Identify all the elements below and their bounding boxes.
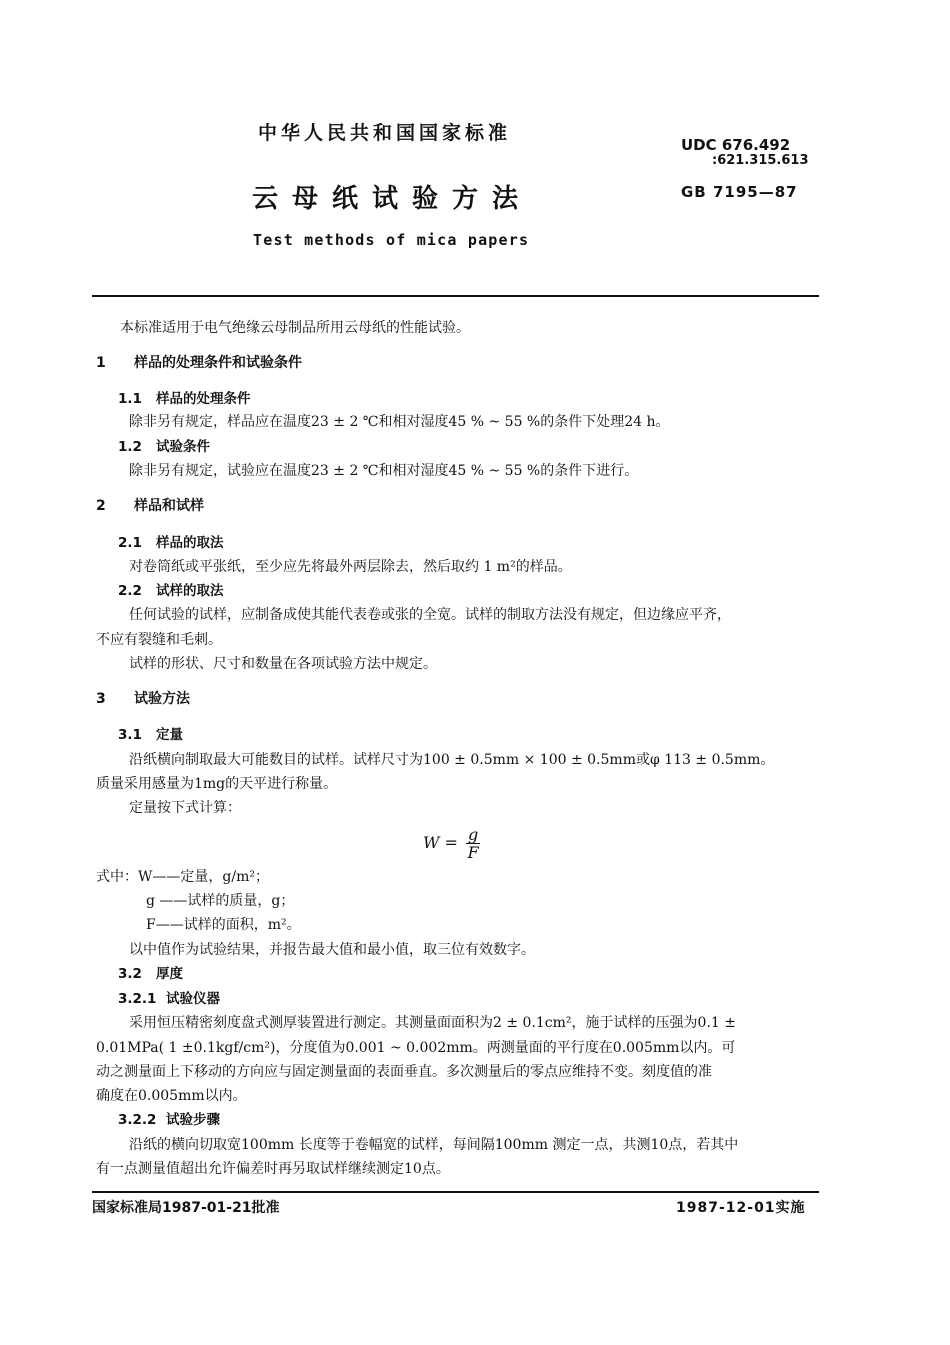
gb-code: GB 7195—87 bbox=[681, 183, 798, 201]
section-3-1-heading bbox=[118, 725, 183, 745]
document-title-cn: 云母纸试验方法 bbox=[252, 184, 533, 214]
section-number: 1.1 bbox=[118, 391, 142, 407]
section-3-1-text-line3: 定量按下式计算： bbox=[129, 800, 241, 816]
section-2-2-text-line3: 试样的形状、尺寸和数量在各项试验方法中规定。 bbox=[129, 656, 437, 672]
section-title: 试验条件 bbox=[156, 439, 210, 455]
section-1-heading bbox=[96, 353, 302, 373]
section-3-2-heading bbox=[118, 964, 183, 984]
footer-divider bbox=[92, 1191, 819, 1193]
section-3-2-1-text-line3: 动之测量面上下移动的方向应与固定测量面的表面垂直。多次测量后的零点应维持不变。刻度值的准 bbox=[96, 1064, 712, 1080]
section-3-1-text-line1: 沿纸横向制取最大可能数目的试样。试样尺寸为100 ± 0.5mm × 100 ± 0.5mm或φ 113 ± 0.5mm。 bbox=[129, 752, 775, 768]
standard-organization: 中华人民共和国国家标准 bbox=[258, 122, 512, 144]
section-3-2-1-text-line1: 采用恒压精密刻度盘式测厚装置进行测定。其测量面面积为2 ± 0.1cm²，施于试样的压强为0.1 ± bbox=[129, 1015, 736, 1031]
section-title: 厚度 bbox=[156, 966, 183, 982]
section-number: 3 bbox=[96, 691, 106, 707]
section-1-1-heading bbox=[118, 389, 251, 409]
section-title: 样品的取法 bbox=[156, 535, 224, 551]
header-divider bbox=[92, 295, 819, 297]
section-title: 样品和试样 bbox=[134, 498, 204, 514]
section-2-2-text-line2: 不应有裂缝和毛刺。 bbox=[96, 632, 222, 648]
section-2-2-text-line1: 任何试验的试样，应制备成使其能代表卷或张的全宽。试样的制取方法没有规定，但边缘应平齐， bbox=[129, 607, 731, 623]
section-number: 3.2.2 bbox=[118, 1112, 157, 1128]
section-number: 2.2 bbox=[118, 583, 142, 599]
section-3-1-result: 以中值作为试验结果，并报告最大值和最小值，取三位有效数字。 bbox=[129, 942, 535, 958]
section-number: 1.2 bbox=[118, 439, 142, 455]
udc-code: UDC 676.492 bbox=[681, 136, 791, 154]
section-title: 样品的处理条件和试验条件 bbox=[134, 355, 302, 371]
section-3-2-1-text-line4: 确度在0.005mm以内。 bbox=[96, 1088, 247, 1104]
formula-denominator: F bbox=[467, 843, 479, 862]
intro-paragraph: 本标准适用于电气绝缘云母制品所用云母纸的性能试验。 bbox=[120, 320, 470, 336]
section-number: 2 bbox=[96, 498, 106, 514]
effective-date: 1987-12-01实施 bbox=[676, 1200, 806, 1216]
section-3-2-2-text-line2: 有一点测量值超出允许偏差时再另取试样继续测定10点。 bbox=[96, 1161, 450, 1177]
section-2-1-text: 对卷筒纸或平张纸，至少应先将最外两层除去，然后取约 1 m²的样品。 bbox=[129, 559, 572, 575]
section-title: 定量 bbox=[156, 727, 183, 743]
udc-subcode: :621.315.613 bbox=[712, 153, 809, 168]
formula-where-g: g ——试样的质量，g； bbox=[146, 893, 295, 909]
section-number: 2.1 bbox=[118, 535, 142, 551]
section-title: 样品的处理条件 bbox=[156, 391, 251, 407]
section-3-2-2-text-line1: 沿纸的横向切取宽100mm 长度等于卷幅宽的试样，每间隔100mm 测定一点，共测10点，若其中 bbox=[129, 1137, 739, 1153]
formula-numerator: g bbox=[468, 825, 479, 844]
section-3-heading bbox=[96, 689, 190, 709]
section-3-2-2-heading bbox=[118, 1110, 220, 1130]
section-3-2-1-heading bbox=[118, 989, 220, 1009]
section-title: 试验步骤 bbox=[166, 1112, 220, 1128]
section-title: 试验仪器 bbox=[166, 991, 220, 1007]
section-3-1-text-line2: 质量采用感量为1mg的天平进行称量。 bbox=[96, 776, 338, 792]
grammage-formula bbox=[423, 826, 480, 861]
approval-date: 国家标准局1987-01-21批准 bbox=[92, 1200, 280, 1216]
document-title-en: Test methods of mica papers bbox=[253, 231, 530, 249]
formula-where-w: 式中：W——定量，g/m²； bbox=[96, 869, 269, 885]
section-3-2-1-text-line2: 0.01MPa( 1 ±0.1kgf/cm²)，分度值为0.001 ~ 0.002mm。两测量面的平行度在0.005mm以内。可 bbox=[96, 1040, 736, 1056]
section-2-heading bbox=[96, 496, 204, 516]
section-title: 试样的取法 bbox=[156, 583, 224, 599]
section-title: 试验方法 bbox=[134, 691, 190, 707]
section-1-2-heading bbox=[118, 437, 210, 457]
section-2-2-heading bbox=[118, 581, 224, 601]
section-1-1-text: 除非另有规定，样品应在温度23 ± 2 ℃和相对湿度45 % ~ 55 %的条件下处理24 h。 bbox=[129, 414, 670, 430]
section-1-2-text: 除非另有规定，试验应在温度23 ± 2 ℃和相对湿度45 % ~ 55 %的条件下进行。 bbox=[129, 463, 639, 479]
section-2-1-heading bbox=[118, 533, 224, 553]
formula-where-f: F——试样的面积，m²。 bbox=[146, 917, 301, 933]
section-number: 3.1 bbox=[118, 727, 142, 743]
formula-fraction bbox=[466, 826, 480, 861]
section-number: 3.2.1 bbox=[118, 991, 157, 1007]
section-number: 3.2 bbox=[118, 966, 142, 982]
formula-lhs: W = bbox=[423, 833, 458, 852]
section-number: 1 bbox=[96, 355, 106, 371]
